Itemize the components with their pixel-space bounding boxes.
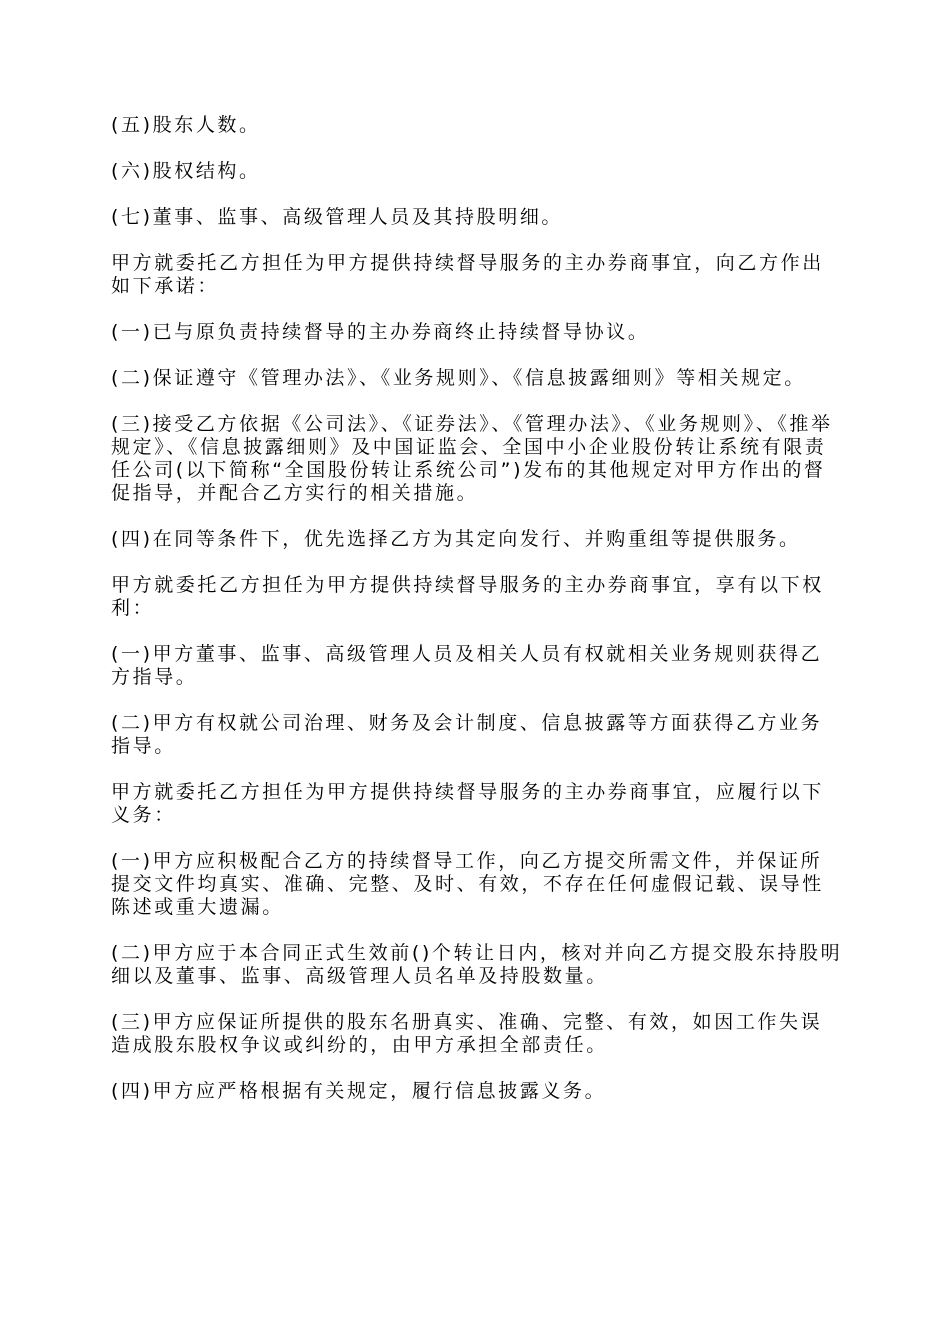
paragraph-commitment-3: (三)接受乙方依据《公司法》、《证券法》、《管理办法》、《业务规则》、《推举规定》、《信息披露细则》及中国证监会、全国中小企业股份转让系统有限责任公司(以下简称“全国股份转让系统公司”)发布的其他规定对甲方作出的督促指导，并配合乙方实行的相关措施。 [111,413,833,504]
paragraph-obligation-3: (三)甲方应保证所提供的股东名册真实、准确、完整、有效，如因工作失误造成股东股权争议或纠纷的，由甲方承担全部责任。 [111,1011,823,1056]
document-body [111,114,843,1126]
paragraph-commitments-intro: 甲方就委托乙方担任为甲方提供持续督导服务的主办券商事宜，向乙方作出如下承诺： [111,252,824,297]
paragraph-commitment-4: (四)在同等条件下，优先选择乙方为其定向发行、并购重组等提供服务。 [111,528,801,550]
paragraph-management-holdings: (七)董事、监事、高级管理人员及其持股明细。 [111,206,564,228]
paragraph-equity-structure: (六)股权结构。 [111,160,261,182]
paragraph-commitment-1: (一)已与原负责持续督导的主办券商终止持续督导协议。 [111,321,650,343]
paragraph-right-2: (二)甲方有权就公司治理、财务及会计制度、信息披露等方面获得乙方业务指导。 [111,712,823,757]
paragraph-obligations-intro: 甲方就委托乙方担任为甲方提供持续督导服务的主办券商事宜，应履行以下义务： [111,781,824,826]
paragraph-commitment-2: (二)保证遵守《管理办法》、《业务规则》、《信息披露细则》等相关规定。 [111,367,806,389]
paragraph-rights-intro: 甲方就委托乙方担任为甲方提供持续督导服务的主办券商事宜，享有以下权利： [111,574,824,619]
paragraph-obligation-1: (一)甲方应积极配合乙方的持续督导工作，向乙方提交所需文件，并保证所提交文件均真实、准确、完整、及时、有效，不存在任何虚假记载、误导性陈述或重大遗漏。 [111,850,824,918]
paragraph-shareholder-count: (五)股东人数。 [111,114,261,136]
paragraph-obligation-2: (二)甲方应于本合同正式生效前()个转让日内，核对并向乙方提交股东持股明细以及董事、监事、高级管理人员名单及持股数量。 [111,942,843,987]
paragraph-right-1: (一)甲方董事、监事、高级管理人员及相关人员有权就相关业务规则获得乙方指导。 [111,643,823,688]
paragraph-obligation-4: (四)甲方应严格根据有关规定，履行信息披露义务。 [111,1080,607,1102]
